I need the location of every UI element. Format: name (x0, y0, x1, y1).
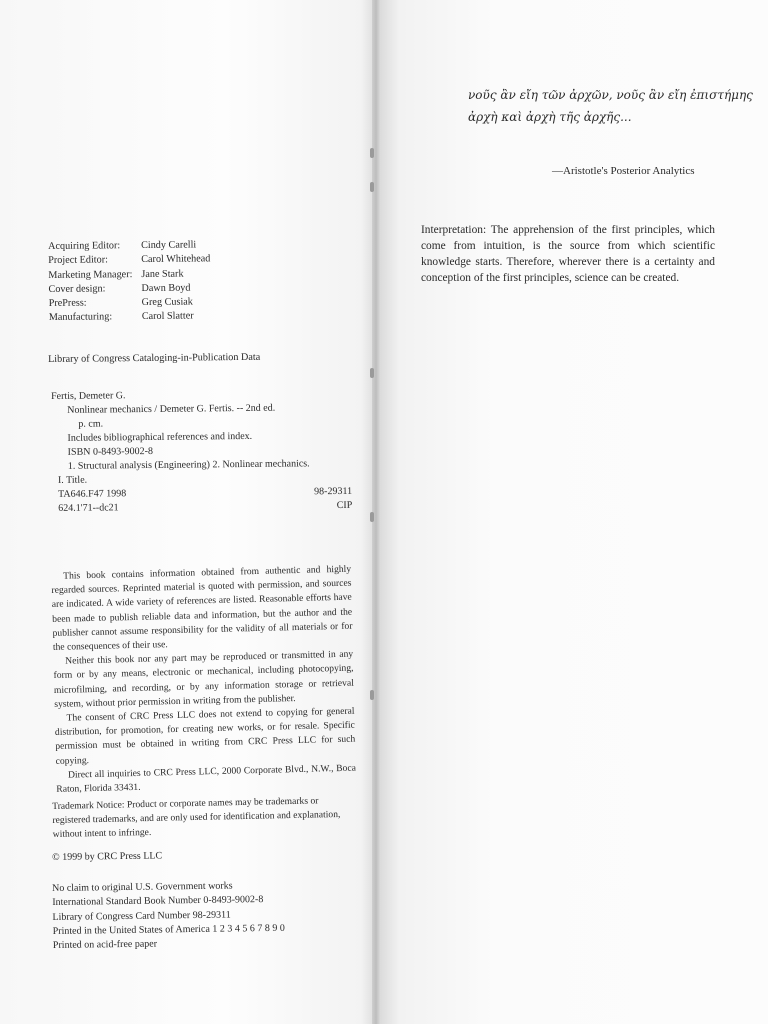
epigraph-attribution: —Aristotle's Posterior Analytics (552, 165, 695, 177)
credit-role: Cover design: (48, 283, 106, 295)
credit-role: Marketing Manager: (48, 268, 133, 281)
credit-role: Acquiring Editor: (48, 240, 121, 252)
right-page (376, 0, 768, 1024)
cip-subjects: 1. Structural analysis (Engineering) 2. Nonlinear mechanics. (67, 458, 310, 472)
binding-mark (370, 512, 374, 522)
interpretation-paragraph: Interpretation: The apprehension of the first principles, which come from intuition, is the source from which scientific knowledge starts. Therefore, wherever there is a certainty and conception of the first principles, science can be created. (421, 224, 715, 284)
copyright-line: © 1999 by CRC Press LLC (52, 850, 163, 863)
binding-mark (370, 182, 374, 192)
credit-name: Carol Slatter (141, 310, 194, 323)
cip-includes: Includes bibliographical references and index. (67, 430, 253, 444)
cip-lccn: 98-29311 (314, 485, 353, 498)
rights-paragraph: Neither this book nor any part may be reproduced or transmitted in any form or by any means, electronic or mechanical, including photocopying, microfilming, and recording, or by any information storage or retrieval system, without prior permission in writing from the publisher. (53, 648, 354, 710)
credit-role: Manufacturing: (48, 311, 113, 324)
epigraph-line: νοῦς ἂν εἴη τῶν ἀρχῶν, νοῦς ἂν εἴη ἐπιστήμης (468, 88, 753, 102)
cip-author: Fertis, Demeter G. (51, 390, 126, 402)
credit-name: Dawn Boyd (141, 282, 191, 294)
rights-paragraph: The consent of CRC Press LLC does not extend to copying for general distribution, for promotion, for creating new works, or for resale. Specific permission must be obtained in writing from CRC Press LLC for such copying. (54, 705, 356, 767)
cip-data-block (51, 387, 352, 516)
epigraph-greek (468, 84, 753, 128)
detail-line: International Standard Book Number 0-8493-9002-8 (52, 894, 264, 909)
credit-name: Carol Whitehead (141, 253, 211, 266)
credit-name: Greg Cusiak (141, 296, 193, 309)
cip-pages: p. cm. (78, 418, 104, 430)
detail-line: Library of Congress Card Number 98-29311 (52, 909, 231, 923)
cip-title-entry: I. Title. (57, 474, 88, 486)
credit-name: Cindy Carelli (141, 239, 197, 252)
credit-role: PrePress: (48, 297, 87, 310)
cip-title-line: Nonlinear mechanics / Demeter G. Fertis. -- 2nd ed. (67, 402, 276, 416)
rights-paragraph: Direct all inquiries to CRC Press LLC, 2000 Corporate Blvd., N.W., Boca Raton, Florida 33431. (56, 762, 357, 795)
cip-dewey: 624.1'71--dc21 (58, 502, 119, 514)
trademark-notice: Trademark Notice: Product or corporate names may be trademarks or registered trademarks, and are only used for identification and explanation, without intent to infringe. (52, 795, 341, 841)
epigraph-line: ἀρχὴ καὶ ἀρχὴ τῆς ἀρχῆς... (468, 110, 632, 124)
credit-row (48, 253, 210, 269)
credits-list (48, 238, 211, 325)
cip-label: CIP (336, 499, 353, 512)
binding-mark (370, 148, 374, 158)
credit-role: Project Editor: (48, 254, 108, 267)
credit-row (49, 310, 211, 326)
rights-notice (51, 563, 356, 798)
detail-line: Printed on acid-free paper (52, 938, 158, 952)
binding-mark (370, 368, 374, 378)
cip-heading: Library of Congress Cataloging-in-Publication Data (48, 351, 261, 365)
detail-line: No claim to original U.S. Government works (52, 880, 233, 894)
binding-mark (370, 690, 374, 700)
publication-details (52, 879, 285, 954)
cip-call-number: TA646.F47 1998 (58, 488, 127, 500)
cip-isbn: ISBN 0-8493-9002-8 (67, 445, 153, 458)
credit-name: Jane Stark (141, 268, 184, 280)
rights-paragraph: This book contains information obtained from authentic and highly regarded sources. Reprinted material is quoted with permission, and sources are indicated. A wide variety of references are listed. Reasonable efforts have been made to publish reliable data and information, but the author and the publisher cannot assume responsibility for the validity of all materials or for the consequences of their use. (51, 563, 353, 653)
detail-line: Printed in the United States of America 1 2 3 4 5 6 7 8 9 0 (52, 922, 285, 937)
